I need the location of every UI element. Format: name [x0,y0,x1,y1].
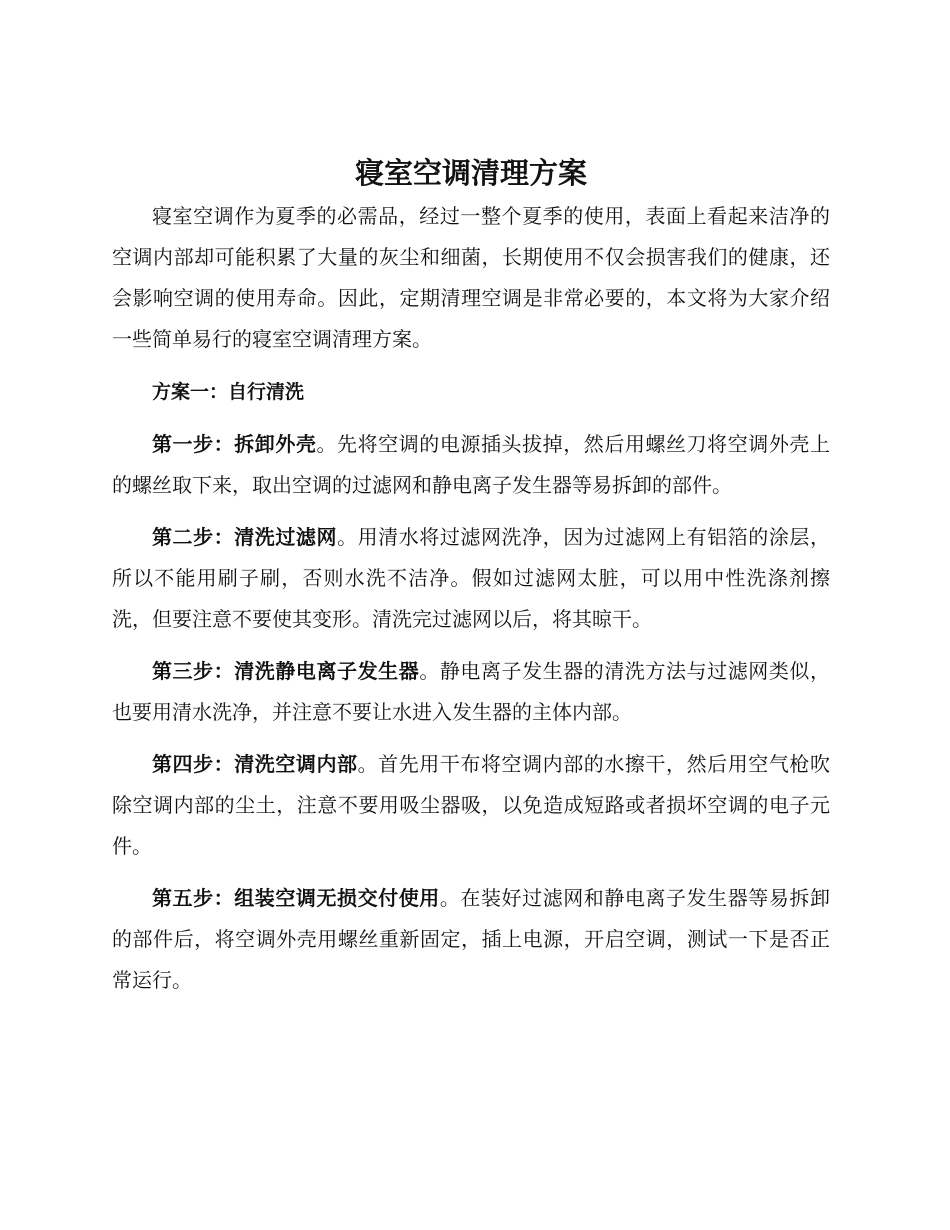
step-5-paragraph [112,878,830,1001]
step-4-paragraph [112,744,830,867]
step-5-text: 。在装好过滤网和静电离子发生器等易拆卸的部件后，将空调外壳用螺丝重新固定，插上电源，开启空调，测试一下是否正常运行。 [112,886,830,992]
step-4-label: 第四步： [152,752,235,776]
step-2-paragraph [112,517,830,640]
document-page [112,150,830,1001]
step-3-label: 第三步： [152,659,235,683]
step-2-label: 第二步： [152,525,235,549]
step-2-text: 。用清水将过滤网洗净，因为过滤网上有铝箔的涂层，所以不能用刷子刷，否则水洗不洁净。假如过滤网太脏，可以用中性洗涤剂擦洗，但要注意不要使其变形。清洗完过滤网以后，将其晾干。 [112,525,830,631]
plan-heading: 方案一：自行清洗 [152,381,305,403]
step-5-label: 第五步： [152,886,235,910]
step-3-title: 清洗静电离子发生器 [234,659,420,683]
step-2-title: 清洗过滤网 [234,525,338,549]
plan-heading-paragraph [112,371,830,413]
step-5-title: 组装空调无损交付使用 [234,886,440,910]
step-1-paragraph [112,424,830,506]
document-title: 寝室空调清理方案 [354,156,587,190]
step-3-text: 。静电离子发生器的清洗方法与过滤网类似，也要用清水洗净，并注意不要让水进入发生器的主体内部。 [112,659,830,724]
step-4-text: 。首先用干布将空调内部的水擦干，然后用空气枪吹除空调内部的尘土，注意不要用吸尘器吸，以免造成短路或者损坏空调的电子元件。 [112,752,830,858]
step-1-title: 拆卸外壳 [234,432,317,456]
step-1-text: 。先将空调的电源插头拔掉，然后用螺丝刀将空调外壳上的螺丝取下来，取出空调的过滤网和静电离子发生器等易拆卸的部件。 [112,432,830,497]
step-4-title: 清洗空调内部 [234,752,358,776]
step-3-paragraph [112,651,830,733]
intro-paragraph: 寝室空调作为夏季的必需品，经过一整个夏季的使用，表面上看起来洁净的空调内部却可能积累了大量的灰尘和细菌，长期使用不仅会损害我们的健康，还会影响空调的使用寿命。因此，定期清理空调是非常必要的，本文将为大家介绍一些简单易行的寝室空调清理方案。 [112,204,830,351]
step-1-label: 第一步： [152,432,235,456]
